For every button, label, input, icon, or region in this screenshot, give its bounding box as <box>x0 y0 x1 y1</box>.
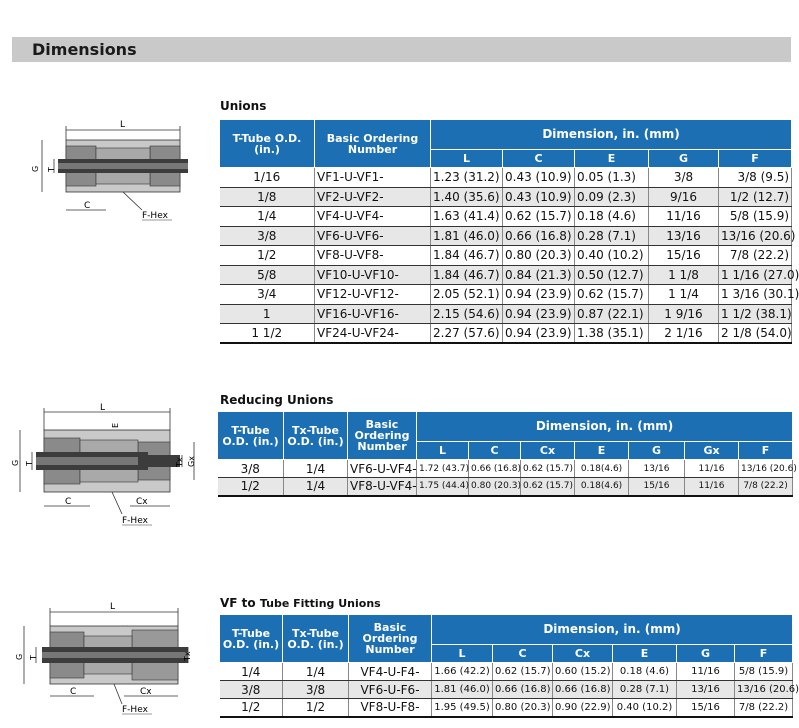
table-cell: 1/2 <box>283 699 349 717</box>
table-cell: 0.66 (16.8) <box>469 460 521 478</box>
unions-col-c: C <box>503 150 575 168</box>
table-cell: VF6-U-VF6- <box>315 226 431 246</box>
unions-col-g: G <box>649 150 719 168</box>
table-cell: 1/4 <box>220 663 283 681</box>
reducing-col-c: C <box>469 442 521 460</box>
table-cell: 0.84 (21.3) <box>503 265 575 285</box>
unions-header-ordering: Basic Ordering Number <box>315 120 431 168</box>
dimensions-header-bar <box>12 37 791 62</box>
table-cell: 1/2 (12.7) <box>719 187 792 207</box>
vf-tube-header-ttube: T-Tube O.D. (in.) <box>220 615 283 663</box>
unions-table <box>219 119 799 344</box>
table-cell: 0.62 (15.7) <box>503 207 575 227</box>
table-row <box>220 246 792 266</box>
unions-col-l: L <box>431 150 503 168</box>
table-cell: 2 1/16 <box>649 324 719 344</box>
table-cell: 3/8 <box>220 226 315 246</box>
table-cell: 9/16 <box>649 187 719 207</box>
table-row <box>220 324 792 344</box>
reducing-col-cx: Cx <box>521 442 575 460</box>
table-cell: 11/16 <box>685 478 739 496</box>
reducing-title: Reducing Unions <box>220 393 334 407</box>
table-cell: 11/16 <box>649 207 719 227</box>
table-cell: 0.18 (4.6) <box>613 663 677 681</box>
reducing-header-ttube: T-Tube O.D. (in.) <box>218 412 284 460</box>
table-cell: 15/16 <box>629 478 685 496</box>
table-cell: 2.15 (54.6) <box>431 304 503 324</box>
table-cell: 1.23 (31.2) <box>431 168 503 188</box>
table-cell: 1 1/2 (38.1) <box>719 304 792 324</box>
table-cell: VF10-U-VF10- <box>315 265 431 285</box>
vf-tube-col-l: L <box>432 645 493 663</box>
svg-text:G: G <box>11 459 20 466</box>
table-cell: 1.75 (44.4) <box>417 478 469 496</box>
table-cell: 3/8 <box>220 681 283 699</box>
vf-tube-col-e: E <box>613 645 677 663</box>
table-cell: 0.66 (16.8) <box>503 226 575 246</box>
vf-tube-table <box>219 614 799 718</box>
table-cell: 0.94 (23.9) <box>503 304 575 324</box>
svg-text:C: C <box>70 687 77 697</box>
table-row <box>220 681 793 699</box>
table-cell: VF24-U-VF24- <box>315 324 431 344</box>
table-cell: 0.43 (10.9) <box>503 168 575 188</box>
svg-text:F-Hex: F-Hex <box>122 705 148 715</box>
table-cell: 0.94 (23.9) <box>503 285 575 305</box>
reducing-diagram <box>10 402 200 530</box>
table-cell: 7/8 (22.2) <box>735 699 793 717</box>
vf-tube-header-ordering: Basic Ordering Number <box>349 615 432 663</box>
reducing-header-dimension: Dimension, in. (mm) <box>417 412 793 442</box>
table-row <box>220 168 792 188</box>
page-title: Dimensions <box>32 40 137 59</box>
table-cell: 1.66 (42.2) <box>432 663 493 681</box>
vf-tube-col-f: F <box>735 645 793 663</box>
table-cell: 0.60 (15.2) <box>553 663 613 681</box>
unions-diagram <box>28 118 198 228</box>
table-cell: 0.28 (7.1) <box>575 226 649 246</box>
table-cell: 0.62 (15.7) <box>521 460 575 478</box>
svg-text:G: G <box>15 653 24 660</box>
table-cell: 0.28 (7.1) <box>613 681 677 699</box>
reducing-header-txtube: Tx-Tube O.D. (in.) <box>284 412 348 460</box>
table-cell: 2 1/8 (54.0) <box>719 324 792 344</box>
table-cell: 1 3/16 (30.1) <box>719 285 792 305</box>
table-cell: 1 1/2 <box>220 324 315 344</box>
svg-text:F-Hex: F-Hex <box>122 516 148 526</box>
table-cell: 13/16 (20.6) <box>739 460 793 478</box>
table-cell: 7/8 (22.2) <box>719 246 792 266</box>
table-row <box>220 265 792 285</box>
table-cell: 0.62 (15.7) <box>521 478 575 496</box>
reducing-table <box>217 411 797 497</box>
vf-tube-title-b: Tube Fitting Unions <box>259 597 381 610</box>
vf-tube-title-a: VF to <box>220 596 256 610</box>
svg-text:Cx: Cx <box>136 497 148 507</box>
svg-text:F-Hex: F-Hex <box>142 211 168 221</box>
svg-text:Tx: Tx <box>183 651 192 661</box>
table-cell: 0.18(4.6) <box>575 460 629 478</box>
table-cell: 1.38 (35.1) <box>575 324 649 344</box>
table-cell: VF16-U-VF16- <box>315 304 431 324</box>
unions-header-ttube: T-Tube O.D. (in.) <box>220 120 315 168</box>
table-cell: VF8-U-F8- <box>349 699 432 717</box>
svg-text:E: E <box>111 422 120 428</box>
table-cell: 1/4 <box>284 460 348 478</box>
svg-text:C: C <box>84 201 91 211</box>
unions-diagram-label-l: L <box>120 120 126 130</box>
reducing-col-e: E <box>575 442 629 460</box>
vf-tube-col-cx: Cx <box>553 645 613 663</box>
table-cell: 0.40 (10.2) <box>575 246 649 266</box>
table-cell: 1 9/16 <box>649 304 719 324</box>
table-cell: 0.62 (15.7) <box>575 285 649 305</box>
table-cell: 1 1/8 <box>649 265 719 285</box>
table-cell: 1.95 (49.5) <box>432 699 493 717</box>
unions-col-e: E <box>575 150 649 168</box>
reducing-col-gx: Gx <box>685 442 739 460</box>
table-cell: 3/8 <box>218 460 284 478</box>
table-cell: 0.50 (12.7) <box>575 265 649 285</box>
table-row <box>220 663 793 681</box>
table-cell: 0.09 (2.3) <box>575 187 649 207</box>
table-cell: 5/8 (15.9) <box>735 663 793 681</box>
table-cell: 0.62 (15.7) <box>493 663 553 681</box>
table-cell: VF4-U-VF4- <box>315 207 431 227</box>
table-cell: 1/2 <box>218 478 284 496</box>
table-cell: 13/16 (20.6) <box>719 226 792 246</box>
table-cell: 0.18 (4.6) <box>575 207 649 227</box>
table-cell: 5/8 <box>220 265 315 285</box>
table-cell: 0.40 (10.2) <box>613 699 677 717</box>
reducing-col-l: L <box>417 442 469 460</box>
svg-text:Gx: Gx <box>187 456 196 467</box>
vf-tube-header-txtube: Tx-Tube O.D. (in.) <box>283 615 349 663</box>
svg-text:L: L <box>100 403 106 413</box>
table-cell: 3/8 (9.5) <box>719 168 792 188</box>
table-row <box>220 304 792 324</box>
svg-text:T: T <box>29 655 38 660</box>
table-cell: 11/16 <box>685 460 739 478</box>
table-cell: 1 1/4 <box>649 285 719 305</box>
table-cell: 1.81 (46.0) <box>431 226 503 246</box>
table-cell: 1/8 <box>220 187 315 207</box>
table-cell: 3/4 <box>220 285 315 305</box>
table-cell: 0.05 (1.3) <box>575 168 649 188</box>
table-cell: VF6-U-F6- <box>349 681 432 699</box>
svg-text:T: T <box>25 461 34 466</box>
table-cell: 1.84 (46.7) <box>431 265 503 285</box>
table-cell: 13/16 <box>649 226 719 246</box>
table-row <box>220 285 792 305</box>
reducing-col-g: G <box>629 442 685 460</box>
vf-tube-col-c: C <box>493 645 553 663</box>
table-cell: 0.66 (16.8) <box>553 681 613 699</box>
table-cell: 1 1/16 (27.0) <box>719 265 792 285</box>
table-cell: 0.43 (10.9) <box>503 187 575 207</box>
table-row <box>220 207 792 227</box>
table-cell: 0.80 (20.3) <box>493 699 553 717</box>
table-row <box>220 226 792 246</box>
table-cell: 15/16 <box>677 699 735 717</box>
table-row <box>218 478 793 496</box>
table-cell: 3/8 <box>649 168 719 188</box>
table-cell: 0.90 (22.9) <box>553 699 613 717</box>
table-cell: VF8-U-VF8- <box>315 246 431 266</box>
svg-text:G: G <box>31 165 40 172</box>
reducing-header-ordering: Basic Ordering Number <box>348 412 417 460</box>
table-cell: 3/8 <box>283 681 349 699</box>
table-row <box>218 460 793 478</box>
table-row <box>220 699 793 717</box>
table-cell: 0.80 (20.3) <box>469 478 521 496</box>
svg-text:Tx: Tx <box>175 457 184 467</box>
svg-text:T: T <box>47 167 56 172</box>
table-cell: VF6-U-VF4- <box>348 460 417 478</box>
table-cell: VF2-U-VF2- <box>315 187 431 207</box>
table-cell: 2.27 (57.6) <box>431 324 503 344</box>
table-cell: 15/16 <box>649 246 719 266</box>
vf-tube-title <box>220 596 381 610</box>
table-cell: 1.84 (46.7) <box>431 246 503 266</box>
table-cell: 0.66 (16.8) <box>493 681 553 699</box>
vf-tube-diagram <box>14 600 194 724</box>
table-cell: 1/2 <box>220 246 315 266</box>
table-cell: 1/4 <box>284 478 348 496</box>
table-cell: 1/2 <box>220 699 283 717</box>
unions-header-dimension: Dimension, in. (mm) <box>431 120 792 150</box>
table-cell: 1/4 <box>220 207 315 227</box>
unions-col-f: F <box>719 150 792 168</box>
table-cell: 1.63 (41.4) <box>431 207 503 227</box>
reducing-col-f: F <box>739 442 793 460</box>
vf-tube-col-g: G <box>677 645 735 663</box>
table-row <box>220 187 792 207</box>
table-cell: 0.87 (22.1) <box>575 304 649 324</box>
table-cell: 2.05 (52.1) <box>431 285 503 305</box>
table-cell: VF4-U-F4- <box>349 663 432 681</box>
table-cell: 1 <box>220 304 315 324</box>
table-cell: VF8-U-VF4- <box>348 478 417 496</box>
table-cell: 0.94 (23.9) <box>503 324 575 344</box>
table-cell: 1.81 (46.0) <box>432 681 493 699</box>
table-cell: 1.72 (43.7) <box>417 460 469 478</box>
table-cell: 7/8 (22.2) <box>739 478 793 496</box>
table-cell: 5/8 (15.9) <box>719 207 792 227</box>
table-cell: 0.18(4.6) <box>575 478 629 496</box>
unions-title: Unions <box>220 99 267 113</box>
table-cell: 13/16 <box>677 681 735 699</box>
table-cell: VF1-U-VF1- <box>315 168 431 188</box>
vf-tube-header-dimension: Dimension, in. (mm) <box>432 615 793 645</box>
table-cell: 1/16 <box>220 168 315 188</box>
table-cell: 13/16 <box>629 460 685 478</box>
svg-text:Cx: Cx <box>140 687 152 697</box>
svg-text:C: C <box>65 497 72 507</box>
table-cell: 1/4 <box>283 663 349 681</box>
table-cell: 13/16 (20.6) <box>735 681 793 699</box>
table-cell: 11/16 <box>677 663 735 681</box>
table-cell: 0.80 (20.3) <box>503 246 575 266</box>
svg-text:L: L <box>110 602 116 612</box>
table-cell: 1.40 (35.6) <box>431 187 503 207</box>
table-cell: VF12-U-VF12- <box>315 285 431 305</box>
